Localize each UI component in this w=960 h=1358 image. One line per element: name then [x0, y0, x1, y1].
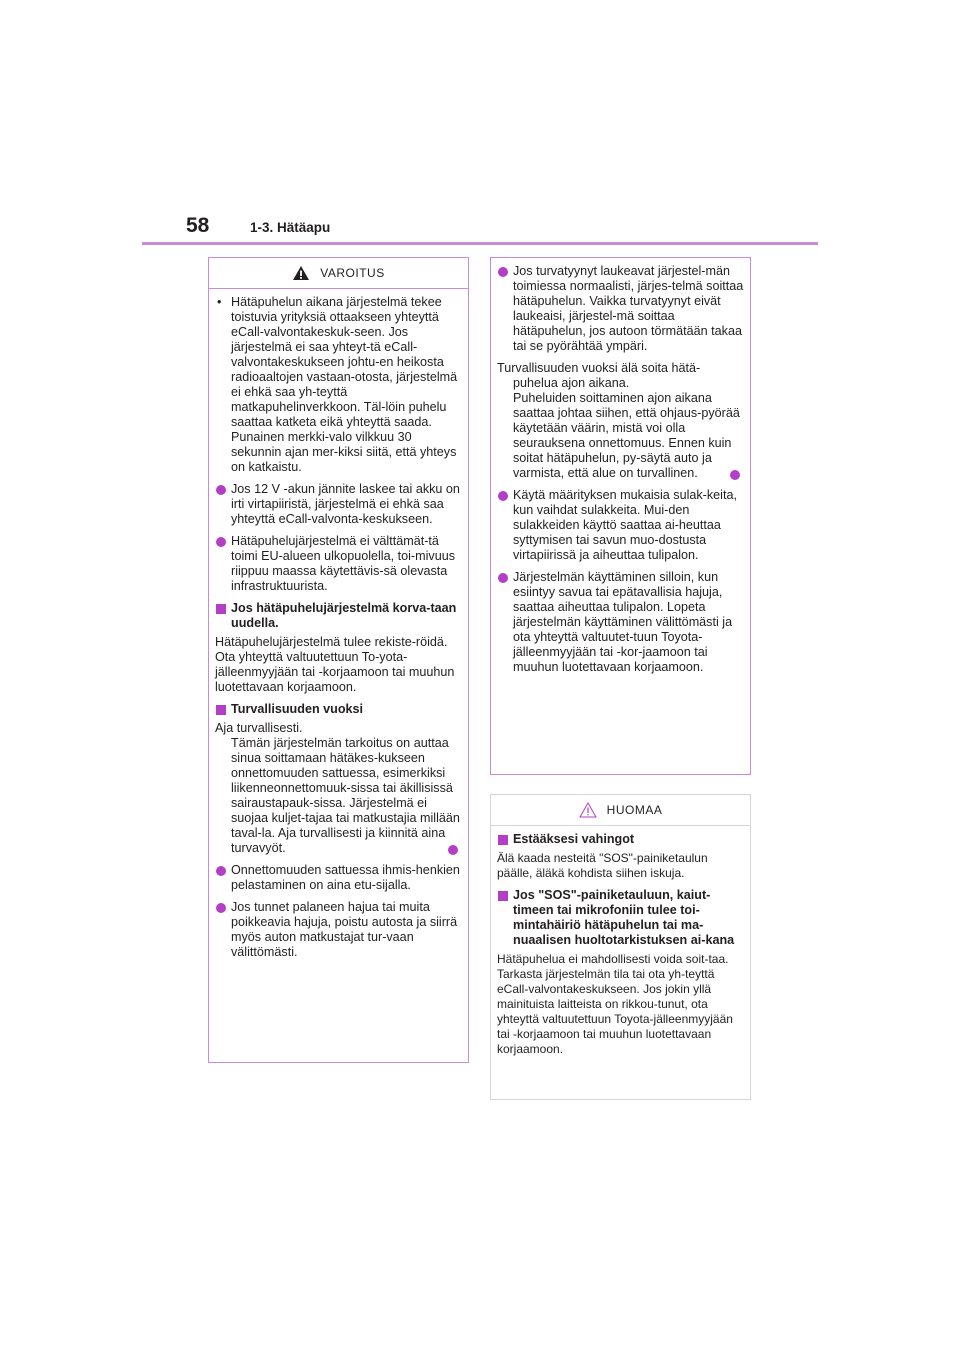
warning-item-1: • Hätäpuhelun aikana järjestelmä tekee toistuvia yrityksiä ottaakseen yhteyttä eCall-valvontakeskuk-seen. Jos järjestelmä ei saa yhteyt-tä eCall-valvontakeskukseen johtu-en heikosta radioaaltojen vastaan-otosta, järjestelmä ei ehkä saa yh-teyttä matkapuhelinverkkoon. Täl-löin puhelu saattaa katketa eikä yhteyttä saada. Punainen merkki-valo vilkkuu 30 sekunnin ajan mer-kiksi siitä, että yhteys on katkaistu. — [215, 295, 462, 475]
warning-item-6: Jos turvatyynyt laukeavat järjestel-män toimiessa normaalisti, järjes-telmä soittaa hätäpuhelun. Vaikka turvatyynyt eivät laukeaisi, järjestel-mä soittaa hätäpuhelun, jos autoon törmätään takaa tai se pyörähtää ympäri. — [497, 264, 744, 354]
warning-box — [208, 257, 469, 1063]
warning-item-3: Hätäpuhelujärjestelmä ei välttämät-tä toimi EU-alueen ulkopuolella, toi-mivuus riippuu maassa käytettävis-sä olevasta infrastruktuurista. — [215, 534, 462, 594]
warning-box-header — [209, 258, 468, 289]
notice-heading-1: Estääksesi vahingot — [497, 832, 744, 847]
warning-item-8: Järjestelmän käyttäminen silloin, kun esiintyy savua tai epätavallisia hajuja, saattaa aiheuttaa tulipalon. Lopeta järjestelmän käyttäminen välittömästi ja ota yhteyttä valtuutet-tuun Toyota-jälleenmyyjään tai -kor-jaamoon tai muuhun luotettavaan korjaamoon. — [497, 570, 744, 675]
warning-paragraph-2-body — [215, 736, 462, 856]
notice-paragraph-2: Hätäpuhelua ei mahdollisesti voida soit-taa. Tarkasta järjestelmän tila tai ota yh-teyttä eCall-valvontakeskukseen. Jos jokin yllä mainituista laitteista on rikkou-tunut, ota yhteyttä valtuutettuun Toyota-jälleenmyyjään tai -korjaamoon tai muuhun luotettavaan korjaamoon. — [497, 952, 733, 1056]
safety-paragraph-lead: Turvallisuuden vuoksi älä soita hätä-puhelua ajon aikana. — [497, 361, 701, 390]
warning-continued-box — [490, 257, 751, 775]
page-number: 58 — [186, 214, 210, 237]
warning-heading-2: Turvallisuuden vuoksi — [215, 702, 462, 717]
warning-paragraph-1: Hätäpuhelujärjestelmä tulee rekiste-röidä. Ota yhteyttä valtuutettuun To-yota-jälleenmyyjään tai -korjaamoon tai muuhun luotettavaan korjaamoon. — [215, 635, 455, 694]
header-rule — [142, 242, 818, 245]
notice-box-title: HUOMAA — [606, 803, 663, 817]
safety-paragraph-text: Puheluiden soittaminen ajon aikana saattaa johtaa siihen, että ohjaus-pyörää käytetään väärin, mistä voi olla seurauksena onnettomuus. Ennen kuin soitat hätäpuhelun, py-säytä auto ja varmista, että alue on turvallinen. — [513, 391, 740, 480]
warning-box-title: VAROITUS — [320, 266, 385, 280]
notice-box — [490, 794, 751, 1100]
caution-triangle-icon — [579, 802, 597, 818]
end-mark-icon — [730, 470, 740, 480]
safety-paragraph-body — [497, 391, 744, 481]
warning-heading-1: Jos hätäpuhelujärjestelmä korva-taan uudella. — [215, 601, 462, 631]
end-mark-icon — [448, 845, 458, 855]
warning-paragraph-2-lead: Aja turvallisesti. — [215, 721, 303, 735]
section-title: 1-3. Hätäapu — [250, 220, 331, 235]
warning-item-4: Onnettomuuden sattuessa ihmis-henkien pelastaminen on aina etu-sijalla. — [215, 863, 462, 893]
notice-heading-2: Jos "SOS"-painiketauluun, kaiut-timeen tai mikrofoniin tulee toi-mintahäiriö hätäpuhelun tai ma-nuaalisen huoltotarkistuksen ai-kana — [497, 888, 744, 948]
warning-item-5: Jos tunnet palaneen hajua tai muita poikkeavia hajuja, poistu autosta ja siirrä myös auton matkustajat tur-vaan välittömästi. — [215, 900, 462, 960]
warning-triangle-icon — [292, 265, 310, 281]
warning-paragraph-2-text: Tämän järjestelmän tarkoitus on auttaa sinua soittamaan hätäkes-kukseen onnettomuuden sattuessa, esimerkiksi liikenneonnettomuuk-sissa tai äkillisissä sairaustapauk-sissa. Järjestelmä ei suojaa kuljet-tajaa tai matkustajia millään taval-la. Aja turvallisesti ja kiinnitä aina turvavyöt. — [231, 736, 460, 855]
notice-paragraph-1: Älä kaada nesteitä "SOS"-painiketaulun päälle, äläkä kohdista siihen iskuja. — [497, 851, 708, 880]
warning-item-2: Jos 12 V -akun jännite laskee tai akku on irti virtapiiristä, järjestelmä ei ehkä saa yhteyttä eCall-valvonta-keskukseen. — [215, 482, 462, 527]
notice-box-header — [491, 795, 750, 826]
warning-item-7: Käytä määrityksen mukaisia sulak-keita, kun vaihdat sulakkeita. Mui-den sulakkeiden käyttö saattaa ai-heuttaa syttymisen tai savun muo-dostusta virtapiirissä ja aiheuttaa tulipalon. — [497, 488, 744, 563]
